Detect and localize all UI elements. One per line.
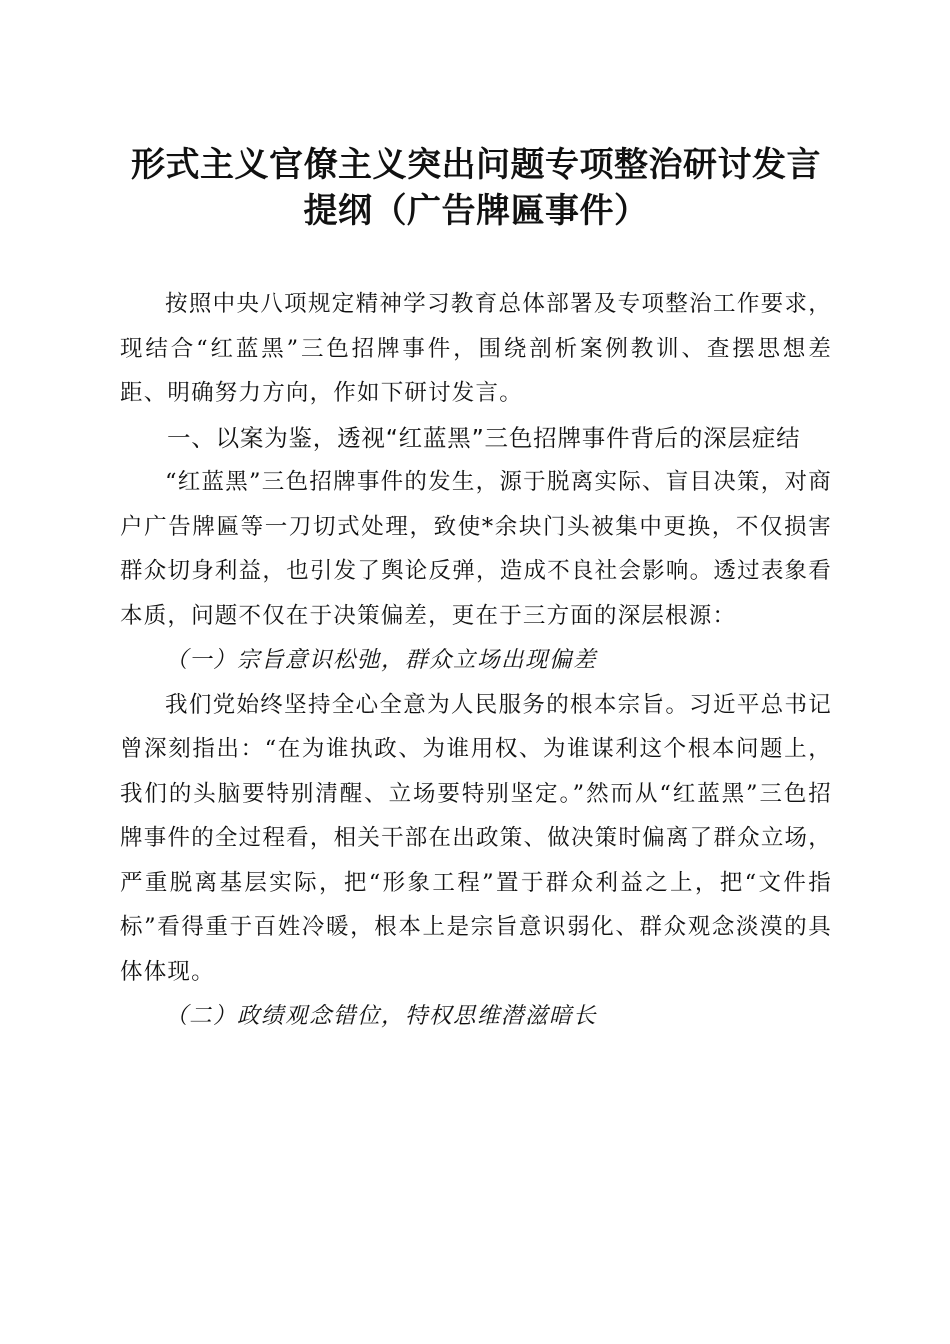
section-1-heading: 一、以案为鉴，透视“红蓝黑”三色招牌事件背后的深层症结 [167, 423, 801, 452]
intro-paragraph: 按照中央八项规定精神学习教育总体部署及专项整治工作要求，现结合“红蓝黑”三色招牌事件，围绕剖析案例教训、查摆思想差距、明确努力方向，作如下研讨发言。 [120, 291, 832, 406]
subsection-1-heading: （一）宗旨意识松弛，群众立场出现偏差 [165, 647, 598, 673]
title-line-2: 提纲（广告牌匾事件） [303, 191, 649, 231]
subsection-2-heading: （二）政绩观念错位，特权思维潜滋暗长 [165, 1003, 598, 1029]
section-1-paragraph: “红蓝黑”三色招牌事件的发生，源于脱离实际、盲目决策，对商户广告牌匾等一刀切式处理，致使*余块门头被集中更换，不仅损害群众切身利益，也引发了舆论反弹，造成不良社会影响。透过表象看本质，问题不仅在于决策偏差，更在于三方面的深层根源： [120, 469, 832, 629]
subsection-1-paragraph: 我们党始终坚持全心全意为人民服务的根本宗旨。习近平总书记曾深刻指出：“在为谁执政、为谁用权、为谁谋利这个根本问题上，我们的头脑要特别清醒、立场要特别坚定。”然而从“红蓝黑”三色招牌事件的全过程看，相关干部在出政策、做决策时偏离了群众立场，严重脱离基层实际，把“形象工程”置于群众利益之上，把“文件指标”看得重于百姓冷暖，根本上是宗旨意识弱化、群众观念淡漠的具体体现。 [120, 691, 832, 985]
document-title [120, 142, 832, 234]
title-line-1: 形式主义官僚主义突出问题专项整治研讨发言 [131, 145, 821, 185]
